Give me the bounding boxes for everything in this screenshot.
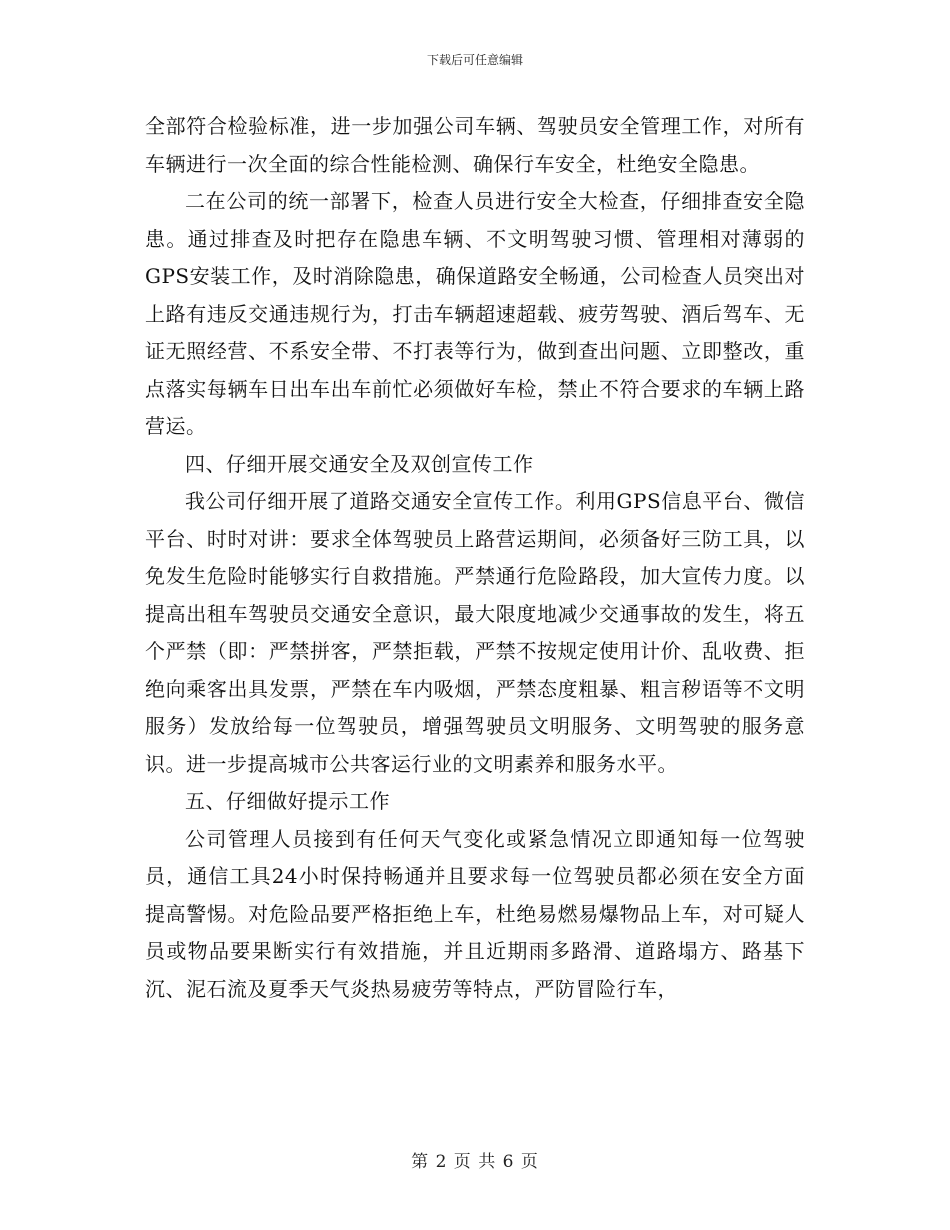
section-heading: 四、仔细开展交通安全及双创宣传工作 [185, 451, 534, 476]
document-body [145, 108, 805, 1008]
page-footer [0, 1152, 950, 1172]
paragraph: 我公司仔细开展了道路交通安全宣传工作。利用GPS信息平台、微信平台、时时对讲：要求全体驾驶员上路营运期间，必须备好三防工具，以免发生危险时能够实行自救措施。严禁通行危险路段，加大宣传力度。以提高出租车驾驶员交通安全意识，最大限度地减少交通事故的发生，将五个严禁（即：严禁拼客，严禁拒载，严禁不按规定使用计价、乱收费、拒绝向乘客出具发票，严禁在车内吸烟，严禁态度粗暴、粗言秽语等不文明服务）发放给每一位驾驶员，增强驾驶员文明服务、文明驾驶的服务意识。进一步提高城市公共客运行业的文明素养和服务水平。 [145, 489, 805, 776]
paragraph: 全部符合检验标准，进一步加强公司车辆、驾驶员安全管理工作，对所有车辆进行一次全面的综合性能检测、确保行车安全，杜绝安全隐患。 [145, 114, 805, 176]
page-number-label: 第 2 页 共 6 页 [411, 1152, 539, 1172]
section-heading: 五、仔细做好提示工作 [185, 789, 390, 813]
paragraph: 二在公司的统一部署下，检查人员进行安全大检查，仔细排查安全隐患。通过排查及时把存在隐患车辆、不文明驾驶习惯、管理相对薄弱的GPS安装工作，及时消除隐患，确保道路安全畅通，公司检查人员突出对上路有违反交通违规行为，打击车辆超速超载、疲劳驾驶、酒后驾车、无证无照经营、不系安全带、不打表等行为，做到查出问题、立即整改，重点落实每辆车日出车出车前忙必须做好车检，禁止不符合要求的车辆上路营运。 [145, 189, 805, 438]
paragraph: 公司管理人员接到有任何天气变化或紧急情况立即通知每一位驾驶员，通信工具24小时保持畅通并且要求每一位驾驶员都必须在安全方面提高警惕。对危险品要严格拒绝上车，杜绝易燃易爆物品上车，对可疑人员或物品要果断实行有效措施，并且近期雨多路滑、道路塌方、路基下沉、泥石流及夏季天气炎热易疲劳等特点，严防冒险行车， [145, 826, 805, 1001]
page-header-note: 下载后可任意编辑 [426, 53, 523, 67]
